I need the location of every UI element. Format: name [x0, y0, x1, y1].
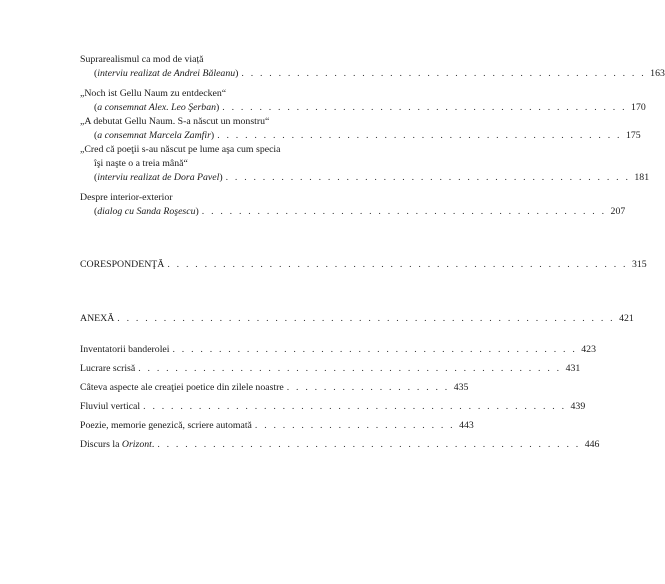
page-number: 439 — [570, 401, 586, 412]
toc-entry: Fluviul vertical . . . . . . . . . . . . . . . . . . . . . . . . . . . . . . . . . . . . . . . . . . . . . . 439 — [80, 401, 586, 412]
toc-entry-title-continued: îşi naşte o a treia mână“ — [94, 158, 188, 169]
toc-entry-subtitle: (dialog cu Sanda Roşescu) . . . . . . . . . . . . . . . . . . . . . . . . . . . . . . . . . . . . . . . . . . . . 207 — [94, 206, 626, 217]
dot-leader: . . . . . . . . . . . . . . . . . . . . . . . . . . . . . . . . . . . . . . . . . . . . — [222, 102, 627, 113]
interviewer-credit: a consemnat Alex. Leo Şerban — [97, 102, 216, 113]
dot-leader: . . . . . . . . . . . . . . . . . . . . . . . . . . . . . . . . . . . . . . . . . . . . . . . . . . . . . . — [117, 313, 615, 324]
section-title: ANEXĂ — [80, 313, 115, 324]
interviewer-credit: a consemnat Marcela Zamfir — [97, 130, 211, 141]
dot-leader: . . . . . . . . . . . . . . . . . . . . . . — [254, 420, 455, 431]
dot-leader: . . . . . . . . . . . . . . . . . . . . . . . . . . . . . . . . . . . . . . . . . . . . . . — [157, 439, 581, 450]
toc-entry-title: „Cred că poeţii s-au născut pe lume aşa cum specia — [80, 144, 281, 155]
dot-leader: . . . . . . . . . . . . . . . . . . . . . . . . . . . . . . . . . . . . . . . . . . . . . . . . . . — [167, 259, 628, 270]
toc-section-corespondenta — [80, 258, 647, 272]
dot-leader: . . . . . . . . . . . . . . . . . . . . . . . . . . . . . . . . . . . . . . . . . . . . — [217, 130, 622, 141]
page-number: 423 — [581, 344, 596, 355]
page-number: 163 — [650, 68, 665, 79]
page-number: 431 — [565, 363, 581, 374]
page-number: 207 — [610, 206, 626, 217]
toc-entry: Discurs la Orizont. . . . . . . . . . . . . . . . . . . . . . . . . . . . . . . . . . . . . . . . . . . . . . . 446 — [80, 439, 600, 450]
dot-leader: . . . . . . . . . . . . . . . . . . . . . . . . . . . . . . . . . . . . . . . . . . . . — [241, 68, 646, 79]
page-number: 181 — [634, 172, 650, 183]
dot-leader: . . . . . . . . . . . . . . . . . . . . . . . . . . . . . . . . . . . . . . . . . . . . . . — [143, 401, 567, 412]
dot-leader: . . . . . . . . . . . . . . . . . . . . . . . . . . . . . . . . . . . . . . . . . . . . — [225, 172, 631, 183]
interviewer-credit: interviu realizat de Dora Pavel — [97, 172, 220, 183]
toc-entry-subtitle: (interviu realizat de Andrei Băleanu) . . . . . . . . . . . . . . . . . . . . . . . . . . . . . . . . . . . . . . . . . . . . 163 — [94, 68, 665, 79]
toc-entry: Lucrare scrisă . . . . . . . . . . . . . . . . . . . . . . . . . . . . . . . . . . . . . . . . . . . . . . 431 — [80, 363, 581, 374]
page-number: 435 — [453, 382, 469, 393]
toc-entry: Inventatorii banderolei . . . . . . . . . . . . . . . . . . . . . . . . . . . . . . . . . . . . . . . . . . . . 423 — [80, 344, 596, 355]
toc-entry: Câteva aspecte ale creaţiei poetice din zilele noastre . . . . . . . . . . . . . . . . . . 435 — [80, 382, 469, 393]
page-number: 175 — [625, 130, 641, 141]
toc-section-anexa — [80, 312, 634, 326]
toc-entry-subtitle: (a consemnat Marcela Zamfir) . . . . . . . . . . . . . . . . . . . . . . . . . . . . . . . . . . . . . . . . . . . . 175 — [94, 130, 641, 141]
toc-entry-title: Despre interior-exterior — [80, 192, 173, 203]
page-number: 170 — [631, 102, 646, 113]
page-number: 421 — [619, 313, 634, 324]
interviewer-credit: dialog cu Sanda Roşescu — [97, 206, 196, 217]
interviewer-credit: interviu realizat de Andrei Băleanu — [97, 68, 236, 79]
toc-entry-subtitle: (a consemnat Alex. Leo Şerban) . . . . . . . . . . . . . . . . . . . . . . . . . . . . . . . . . . . . . . . . . . . . 170 — [94, 102, 646, 113]
toc-entry: Poezie, memorie genezică, scriere automată . . . . . . . . . . . . . . . . . . . . . . 443 — [80, 420, 474, 431]
toc-entry-title: „A debutat Gellu Naum. S-a născut un monstru“ — [80, 116, 270, 127]
toc-entry-title: „Noch ist Gellu Naum zu entdecken“ — [80, 88, 227, 99]
section-title: CORESPONDENŢĂ — [80, 259, 165, 270]
page-number: 315 — [631, 259, 647, 270]
toc-entry-title: Suprarealismul ca mod de viață — [80, 54, 204, 65]
dot-leader: . . . . . . . . . . . . . . . . . . — [286, 382, 450, 393]
dot-leader: . . . . . . . . . . . . . . . . . . . . . . . . . . . . . . . . . . . . . . . . . . . . . . — [138, 363, 562, 374]
dot-leader: . . . . . . . . . . . . . . . . . . . . . . . . . . . . . . . . . . . . . . . . . . . . — [201, 206, 607, 217]
page-number: 443 — [459, 420, 474, 431]
toc-entry-subtitle: (interviu realizat de Dora Pavel) . . . . . . . . . . . . . . . . . . . . . . . . . . . . . . . . . . . . . . . . . . . . 181 — [94, 172, 650, 183]
dot-leader: . . . . . . . . . . . . . . . . . . . . . . . . . . . . . . . . . . . . . . . . . . . . — [172, 344, 577, 355]
page-number: 446 — [584, 439, 600, 450]
